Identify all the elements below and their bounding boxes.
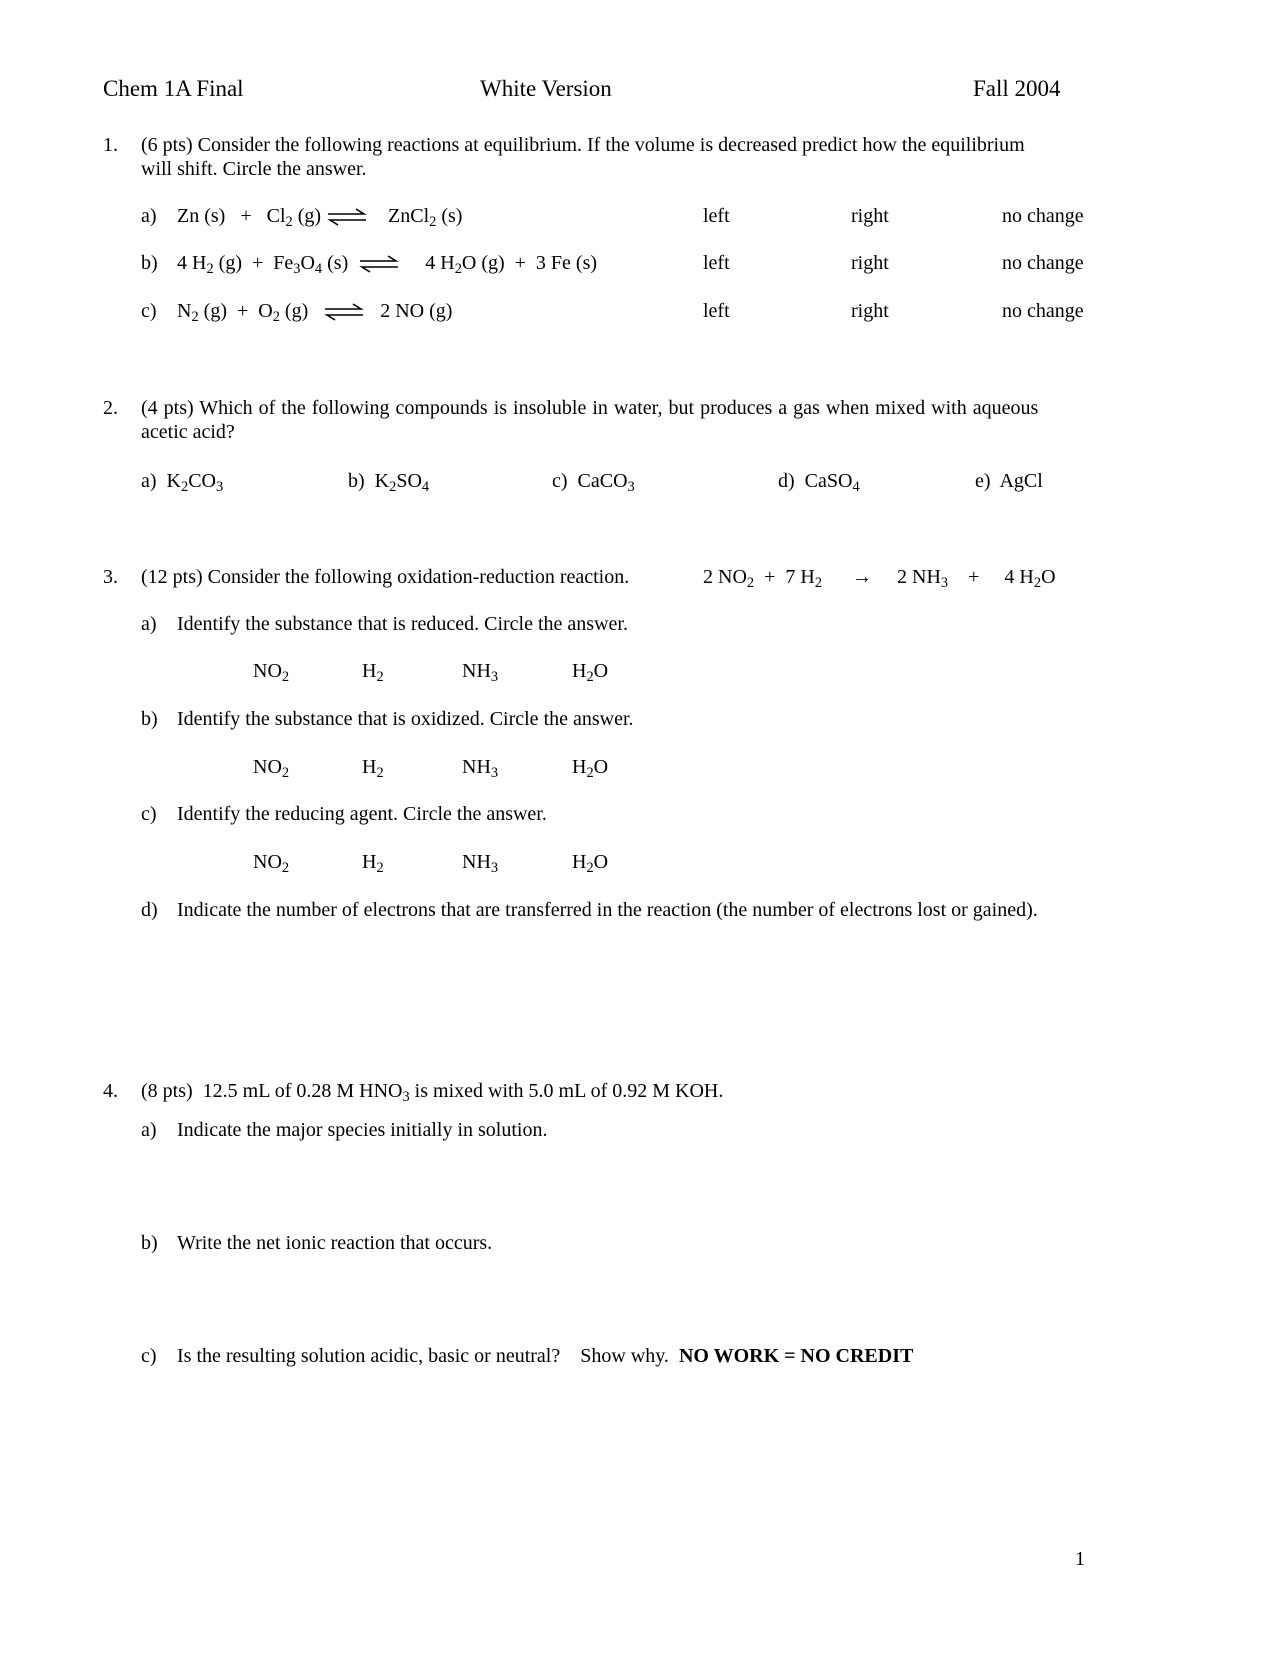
q2-choice-c[interactable]: c) CaCO$_3$ <box>552 470 635 496</box>
q3c-option-no2[interactable]: $NO_2$ <box>253 851 290 877</box>
q4b-prompt: Write the net ionic reaction that occurs. <box>177 1232 493 1254</box>
q3a-option-h2o[interactable]: $H_2O$ <box>572 660 609 686</box>
q1c-option-left[interactable]: left <box>703 300 730 322</box>
q3a-option-nh3[interactable]: $NH_3$ <box>462 660 499 686</box>
q3a-label: a) <box>141 613 157 635</box>
q3d-prompt: Indicate the number of electrons that are transferred in the reaction (the number of electrons lost or gained). <box>177 899 1038 921</box>
q3b-option-nh3[interactable]: $NH_3$ <box>462 756 499 782</box>
q3c-prompt: Identify the reducing agent. Circle the answer. <box>177 803 547 825</box>
q3b-label: b) <box>141 708 158 730</box>
q1b-option-no-change[interactable]: no change <box>1002 252 1084 274</box>
question-1-number: 1. <box>103 134 118 156</box>
q1a-reaction: Zn $(s) + Cl_2$ (g) ZnCl$_2$ (s) <box>177 205 463 231</box>
question-2-prompt: (4 pts) Which of the following compounds is insoluble in water, but produces a gas when mixed with aqueous <box>141 397 1039 419</box>
question-1-prompt-cont: will shift. Circle the answer. <box>141 158 367 180</box>
q1a-option-no-change[interactable]: no change <box>1002 205 1084 227</box>
header-version: White Version <box>480 76 612 101</box>
question-2-prompt-cont: acetic acid? <box>141 421 235 443</box>
q3a-option-no2[interactable]: $NO_2$ <box>253 660 290 686</box>
header-term: Fall 2004 <box>973 76 1061 101</box>
q3c-option-h2[interactable]: $H_2$ <box>362 851 384 877</box>
q1c-reaction: $N_2$ $(g) + O_2$ (g) 2 NO (g) <box>177 300 453 326</box>
page-number: 1 <box>1075 1548 1085 1570</box>
q1b-reaction: 4 $H_2$ $(g) + Fe_3O_4$ (s) 4 $H_2O$ (g) + 3 Fe (s) <box>177 252 598 278</box>
question-4-prompt: (8 pts) 12.5 mL of 0.28 M $HNO_3$ is mixed with 5.0 mL of 0.92 M KOH. <box>141 1080 724 1106</box>
q3b-option-no2[interactable]: $NO_2$ <box>253 756 290 782</box>
q4b-label: b) <box>141 1232 158 1254</box>
question-1-prompt: (6 pts) Consider the following reactions at equilibrium. If the volume is decreased predict how the equilibrium <box>141 134 1025 156</box>
q1c-label: c) <box>141 300 157 322</box>
q2-choice-d-label: d) <box>778 470 795 492</box>
equilibrium-arrow-icon <box>326 208 368 226</box>
q2-choice-a[interactable]: a) $K_2CO_3$ <box>141 470 224 496</box>
q3b-option-h2o[interactable]: $H_2O$ <box>572 756 609 782</box>
q1c-option-right[interactable]: right <box>851 300 889 322</box>
q2-choice-b[interactable]: b) $K_2SO_4$ <box>348 470 430 496</box>
q1b-option-left[interactable]: left <box>703 252 730 274</box>
no-work-warning: NO WORK = NO CREDIT <box>678 1345 914 1367</box>
q1c-option-no-change[interactable]: no change <box>1002 300 1084 322</box>
question-3-prompt: (12 pts) Consider the following oxidation-reduction reaction. <box>141 566 630 588</box>
q4c-prompt <box>177 1345 913 1368</box>
q4a-prompt: Indicate the major species initially in solution. <box>177 1119 548 1141</box>
q4a-label: a) <box>141 1119 157 1141</box>
q3c-option-h2o[interactable]: $H_2O$ <box>572 851 609 877</box>
q3c-label: c) <box>141 803 157 825</box>
header-course: Chem 1A Final <box>103 76 244 101</box>
q2-choice-e[interactable]: e) AgCl <box>975 470 1043 492</box>
question-3-number: 3. <box>103 566 118 588</box>
q2-choice-b-label: b) <box>348 470 365 492</box>
q1a-option-left[interactable]: left <box>703 205 730 227</box>
q3a-option-h2[interactable]: $H_2$ <box>362 660 384 686</box>
q1a-option-right[interactable]: right <box>851 205 889 227</box>
q2-choice-c-label: c) <box>552 470 568 492</box>
q3a-prompt: Identify the substance that is reduced. Circle the answer. <box>177 613 628 635</box>
q2-choice-d[interactable]: d) CaSO$_4$ <box>778 470 860 496</box>
question-4-number: 4. <box>103 1080 118 1102</box>
question-2-number: 2. <box>103 397 118 419</box>
equilibrium-arrow-icon <box>358 255 400 273</box>
q3c-option-nh3[interactable]: $NH_3$ <box>462 851 499 877</box>
q2-choice-e-label: e) <box>975 470 991 492</box>
q3b-prompt: Identify the substance that is oxidized. Circle the answer. <box>177 708 634 730</box>
q1b-option-right[interactable]: right <box>851 252 889 274</box>
equilibrium-arrow-icon <box>323 303 365 321</box>
q3d-label: d) <box>141 899 158 921</box>
q1a-label: a) <box>141 205 157 227</box>
q4c-prompt-text: Is the resulting solution acidic, basic or neutral? Show why. <box>177 1345 669 1367</box>
q2-choice-a-label: a) <box>141 470 157 492</box>
q3-reaction: 2 $NO_2 + 7$ $H_2$ → 2 $NH_3$ + 4 $H_2O$ <box>703 566 1056 592</box>
q4c-label: c) <box>141 1345 157 1367</box>
q3b-option-h2[interactable]: $H_2$ <box>362 756 384 782</box>
q1b-label: b) <box>141 252 158 274</box>
